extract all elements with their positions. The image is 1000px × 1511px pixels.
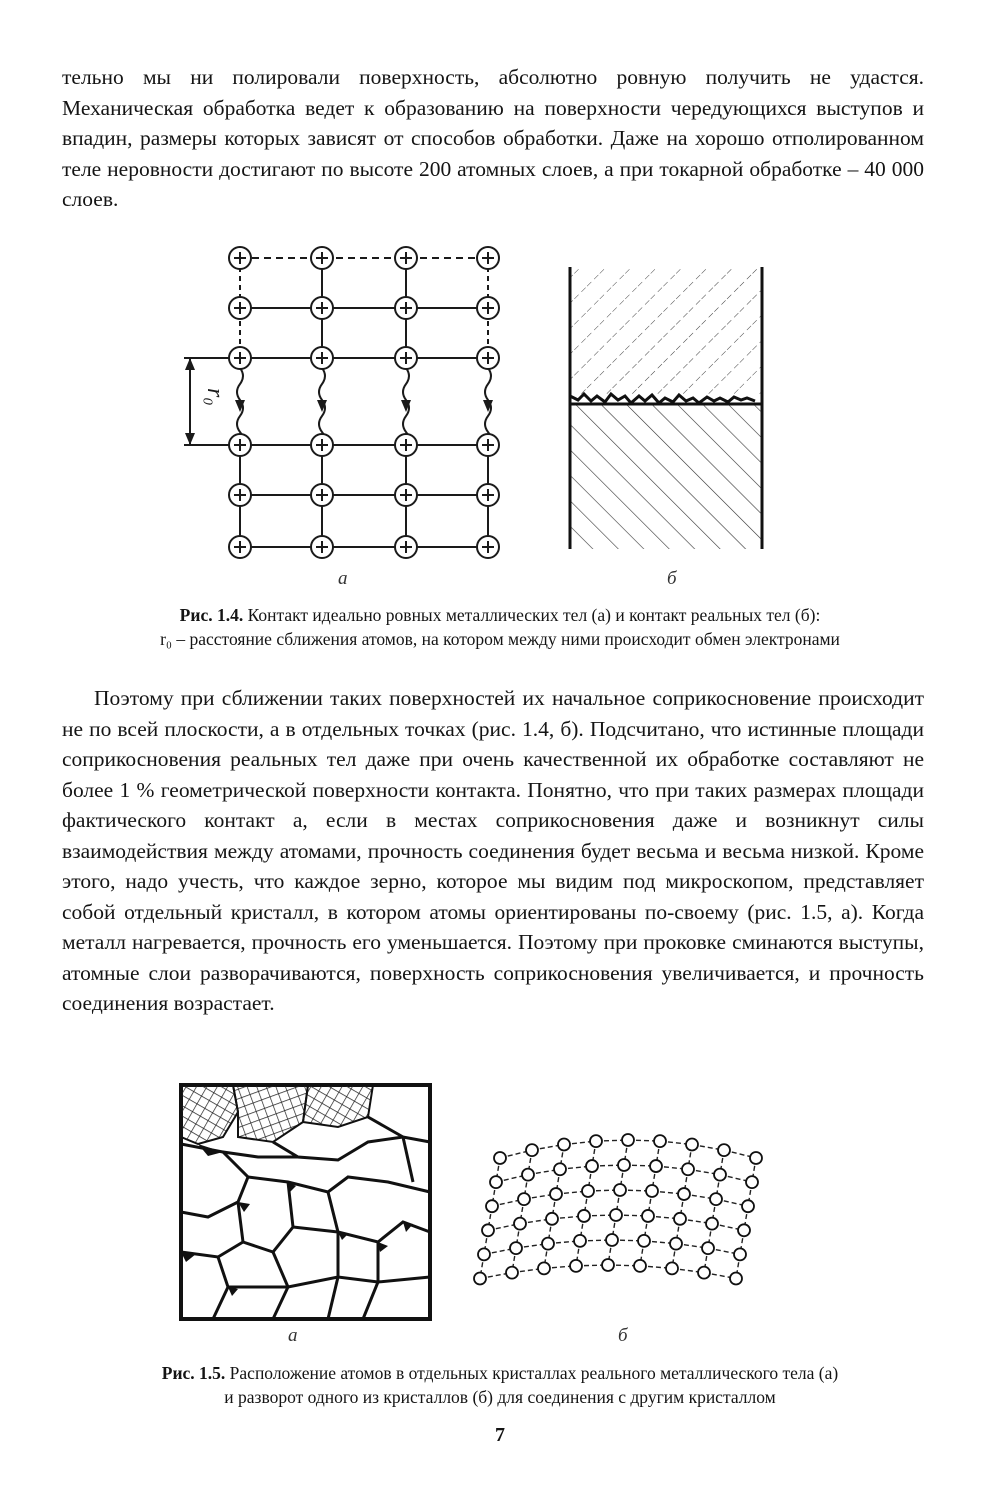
atom: [570, 1260, 582, 1272]
atom: [698, 1267, 710, 1279]
figure-1-5-caption: [40, 1361, 960, 1409]
atom: [682, 1163, 694, 1175]
figure-1-5-b-rotated-crystal: [465, 1120, 785, 1290]
atom: [738, 1224, 750, 1236]
atom: [514, 1218, 526, 1230]
atom: [582, 1185, 594, 1197]
figure-1-4-a-lattice: [170, 240, 520, 570]
atom: [522, 1169, 534, 1181]
figure-1-4-b-real-contact: [560, 262, 775, 552]
figure-1-4-caption: [40, 603, 960, 651]
atom: [638, 1235, 650, 1247]
atom: [482, 1224, 494, 1236]
atom: [602, 1259, 614, 1271]
atom: [734, 1248, 746, 1260]
atom: [718, 1144, 730, 1156]
atom: [670, 1238, 682, 1250]
page-number: 7: [495, 1424, 505, 1446]
figure-1-5-label-b: б: [618, 1325, 628, 1346]
atom: [714, 1169, 726, 1181]
paragraph-intro: тельно мы ни полировали поверхность, абсолютно ровную получить не удастся. Механическая обработка ведет к образованию на поверхности чередующихся выступов и впадин, размеры которых зависят от способов обработки. Даже на хорошо отполированном теле неровности достигают по высоте 200 атомных слоев, а при токарной обработке – 40 000 слоев.: [62, 65, 924, 211]
atom: [474, 1273, 486, 1285]
atom: [478, 1248, 490, 1260]
atom: [510, 1242, 522, 1254]
atom: [618, 1159, 630, 1171]
atom: [614, 1184, 626, 1196]
atom: [558, 1139, 570, 1151]
figure-1-5-caption-line2: и разворот одного из кристаллов (б) для соединения с другим кристаллом: [224, 1387, 776, 1407]
figure-1-4-label-a: а: [338, 568, 348, 589]
atom: [634, 1260, 646, 1272]
atom: [518, 1193, 530, 1205]
figure-1-4-label-b: б: [667, 568, 677, 589]
figure-1-5-a-grains: [178, 1082, 433, 1322]
atom: [678, 1188, 690, 1200]
atom: [526, 1144, 538, 1156]
atom: [554, 1163, 566, 1175]
atom: [666, 1262, 678, 1274]
figure-1-4-caption-line1: Контакт идеально ровных металлических тел (а) и контакт реальных тел (б):: [247, 605, 821, 625]
atom: [654, 1135, 666, 1147]
atom: [546, 1213, 558, 1225]
atom: [686, 1139, 698, 1151]
atom: [730, 1273, 742, 1285]
atom: [674, 1213, 686, 1225]
atom: [574, 1235, 586, 1247]
atom: [538, 1262, 550, 1274]
atom: [486, 1200, 498, 1212]
atom: [642, 1210, 654, 1222]
atom: [606, 1234, 618, 1246]
figure-1-5-label-a: а: [288, 1325, 298, 1346]
atom: [542, 1238, 554, 1250]
atom: [578, 1210, 590, 1222]
atom: [550, 1188, 562, 1200]
atom: [586, 1160, 598, 1172]
atom: [750, 1152, 762, 1164]
atom: [650, 1160, 662, 1172]
atom: [702, 1242, 714, 1254]
atom: [746, 1176, 758, 1188]
atom: [706, 1218, 718, 1230]
figure-1-5-caption-line1: Расположение атомов в отдельных кристаллах реального металлического тела (а): [229, 1363, 839, 1383]
figure-1-4-caption-label: Рис. 1.4.: [179, 605, 244, 625]
atom: [742, 1200, 754, 1212]
atom: [710, 1193, 722, 1205]
paragraph-main: Поэтому при сближении таких поверхностей их начальное соприкосновение происходит не по всей плоскости, а в отдельных точках (рис. 1.4, б). Подсчитано, что истинные площади соприкосновения реальных тел даже при очень качественной их обработке составляют не более 1 % геометрической поверхности контакта. Понятно, что при таких размерах площади фактического контакт а, если в местах соприкосновения даже и возникнут силы взаимодействия между атомами, прочность соединения будет весьма и весьма низкой. Кроме этого, надо учесть, что каждое зерно, которое мы видим под микроскопом, представляет собой отдельный кристалл, в котором атомы ориентированы по-своему (рис. 1.5, а). Когда металл нагревается, прочность его уменьшается. Поэтому при проковке сминаются выступы, атомные слои разворачиваются, поверхность соприкосновения увеличивается, и прочность соединения возрастает.: [62, 686, 924, 1015]
atom: [506, 1267, 518, 1279]
atom: [590, 1135, 602, 1147]
r0-dimension-label: r₀: [202, 388, 228, 406]
atom: [490, 1176, 502, 1188]
figure-1-4-caption-line2: r₀ – расстояние сближения атомов, на котором между ними происходит обмен электронами: [160, 629, 840, 649]
atom: [494, 1152, 506, 1164]
atom: [610, 1209, 622, 1221]
figure-1-5-caption-label: Рис. 1.5.: [161, 1363, 226, 1383]
atom: [622, 1134, 634, 1146]
atom: [646, 1185, 658, 1197]
